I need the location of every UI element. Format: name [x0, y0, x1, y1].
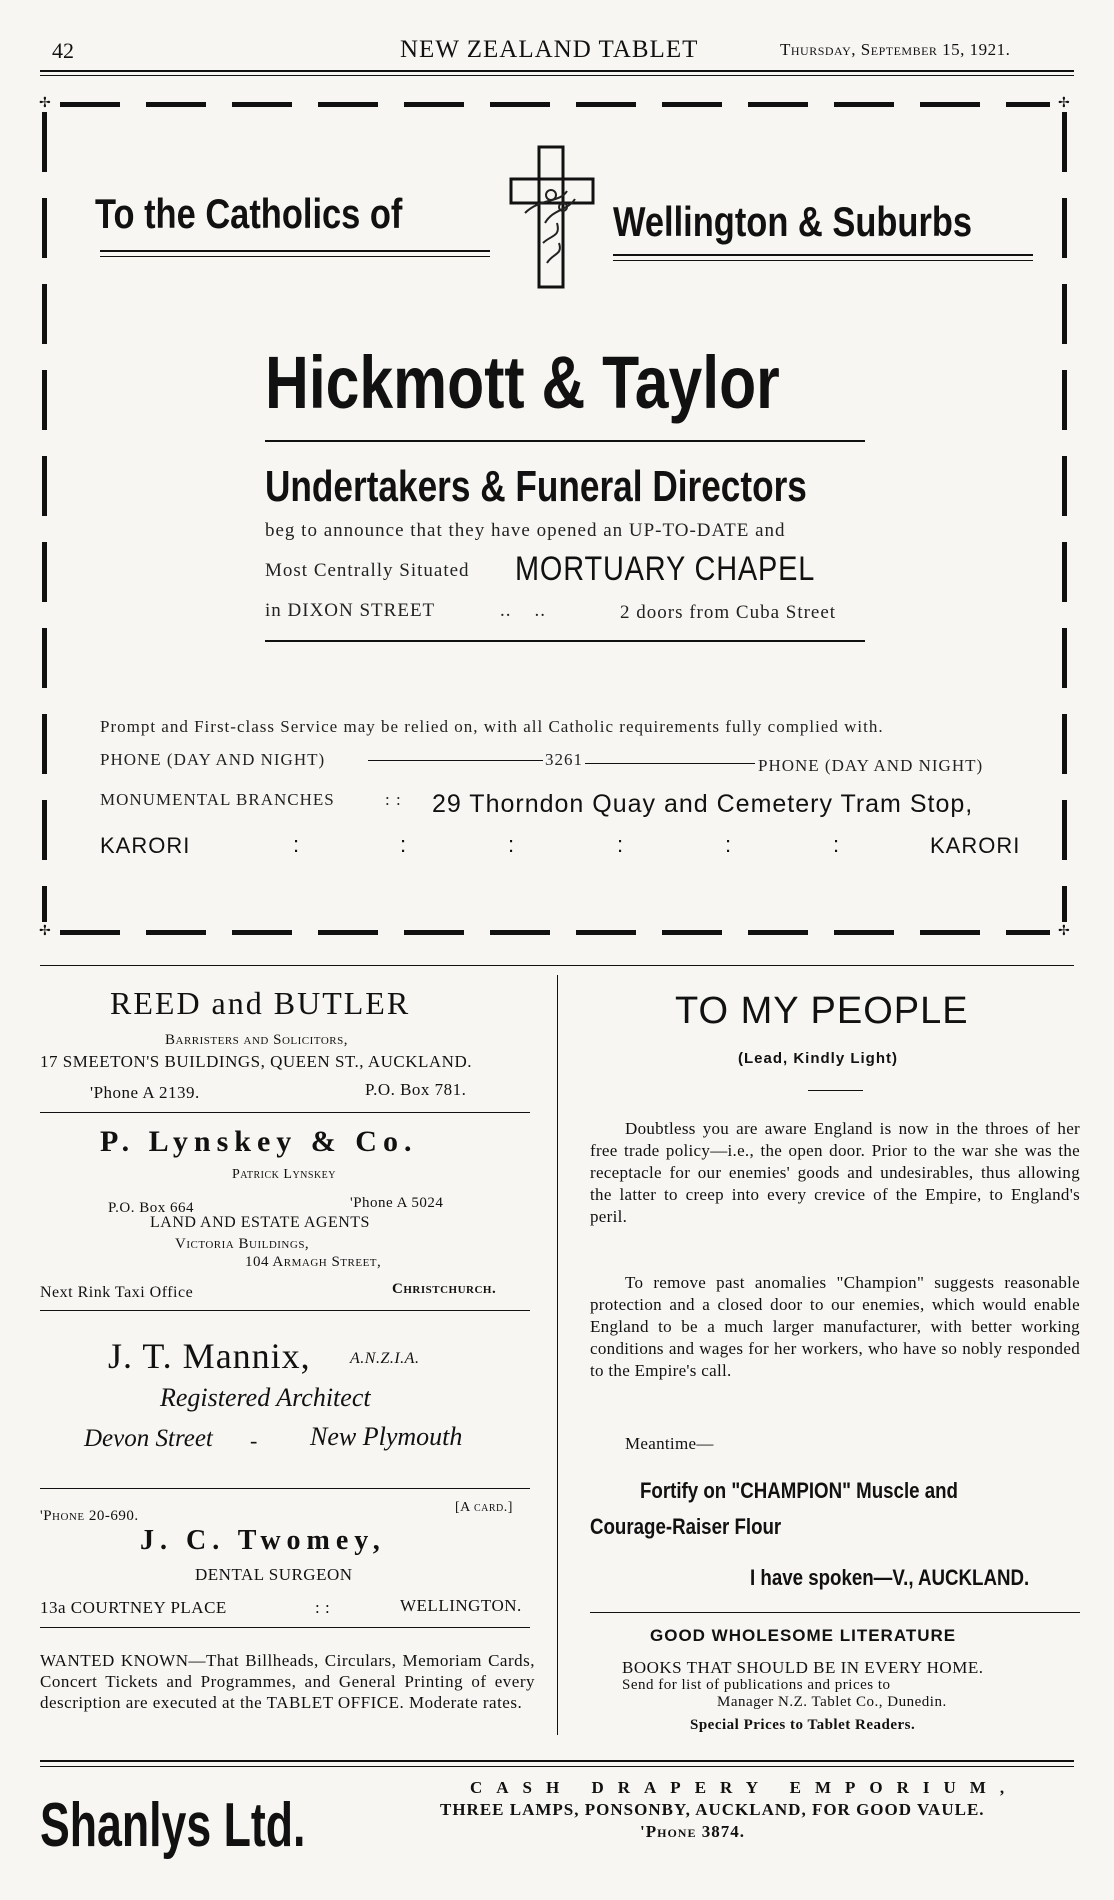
- firm-subtitle: Undertakers & Funeral Directors: [265, 462, 807, 511]
- announcement-line-3-right: 2 doors from Cuba Street: [620, 602, 837, 623]
- announcement-line-3-dots: .. ..: [500, 600, 546, 621]
- reed-divider: [40, 1112, 530, 1113]
- border-ornament-icon: ✢: [39, 95, 51, 111]
- phone-dash-right: [585, 763, 755, 764]
- lynskey-building: Victoria Buildings,: [175, 1236, 310, 1252]
- bottom-rule-thin: [40, 1766, 1074, 1767]
- reed-butler-name: REED and BUTLER: [110, 985, 411, 1021]
- reed-butler-phone: 'Phone A 2139.: [90, 1083, 200, 1102]
- header-rule: [40, 70, 1074, 72]
- heading-right-rule-thin: [613, 260, 1033, 261]
- karori-right: KARORI: [930, 833, 1021, 858]
- shanlys-line-2: THREE LAMPS, PONSONBY, AUCKLAND, FOR GOOD VAULE.: [440, 1800, 985, 1819]
- publication-title: NEW ZEALAND TABLET: [400, 36, 699, 63]
- ornamental-border-bottom: [60, 930, 1050, 935]
- literature-line-2: Send for list of publications and prices to: [622, 1677, 891, 1693]
- branches-value: 29 Thorndon Quay and Cemetery Tram Stop,: [432, 790, 974, 818]
- branches-colons: : :: [385, 790, 402, 809]
- reed-butler-address: 17 SMEETON'S BUILDINGS, QUEEN ST., AUCKLAND.: [40, 1052, 472, 1071]
- lynskey-box: P.O. Box 664: [108, 1200, 195, 1216]
- floral-cross-icon: [505, 143, 605, 293]
- twomey-phone: 'Phone 20-690.: [40, 1508, 139, 1524]
- phone-number: 3261: [545, 750, 583, 769]
- shanlys-line-3: 'Phone 3874.: [640, 1822, 745, 1841]
- service-statement: Prompt and First-class Service may be relied on, with all Catholic requirements fully complied with.: [100, 717, 884, 736]
- mannix-divider: [40, 1488, 530, 1489]
- to-my-people-title: TO MY PEOPLE: [675, 990, 969, 1032]
- signoff: I have spoken—V., AUCKLAND.: [750, 1565, 1030, 1590]
- section-rule: [40, 965, 1074, 966]
- subtitle-rule: [808, 1090, 863, 1091]
- fortify-line-1: Fortify on "CHAMPION" Muscle and: [640, 1478, 958, 1503]
- firm-name-rule: [265, 440, 865, 442]
- twomey-address: 13a COURTNEY PLACE: [40, 1598, 227, 1617]
- shanlys-name: Shanlys Ltd.: [40, 1791, 306, 1860]
- fortify-line-2: Courage-Raiser Flour: [590, 1514, 782, 1539]
- issue-date: Thursday, September 15, 1921.: [780, 40, 1011, 59]
- phone-left: PHONE (DAY AND NIGHT): [100, 750, 326, 769]
- lynskey-note: Next Rink Taxi Office: [40, 1284, 194, 1301]
- karori-separator: :: [400, 832, 408, 857]
- ad-heading-right: Wellington & Suburbs: [613, 198, 973, 245]
- heading-left-rule-thin: [100, 256, 490, 257]
- ornamental-border-left: [42, 112, 47, 922]
- mannix-town: New Plymouth: [310, 1422, 463, 1451]
- reed-butler-box: P.O. Box 781.: [365, 1080, 467, 1099]
- twomey-colons: : :: [315, 1598, 331, 1617]
- mortuary-chapel: MORTUARY CHAPEL: [515, 550, 816, 588]
- to-my-people-divider: [590, 1612, 1080, 1613]
- to-my-people-para-2: To remove past anomalies "Champion" suggests reasonable protection and a closed door to our enemies, which would enable England to be a much larger manufacturer, with better working conditions and wages for her workers, who have so nobly responded to the Empire's call.: [590, 1273, 1080, 1380]
- wanted-known: WANTED KNOWN—That Billheads, Circulars, Memoriam Cards, Concert Tickets and Programmes, and General Printing of every description are executed at the TABLET OFFICE. Moderate rates.: [40, 1651, 535, 1712]
- twomey-city: WELLINGTON.: [400, 1596, 522, 1615]
- meantime: Meantime—: [625, 1434, 714, 1453]
- firm-name: Hickmott & Taylor: [265, 341, 780, 424]
- literature-line-4: Special Prices to Tablet Readers.: [690, 1717, 916, 1733]
- phone-right: PHONE (DAY AND NIGHT): [758, 756, 984, 775]
- lynskey-person: Patrick Lynskey: [232, 1167, 337, 1182]
- lynskey-city: Christchurch.: [392, 1281, 497, 1297]
- lynskey-phone: 'Phone A 5024: [350, 1195, 444, 1211]
- announcement-line-1: beg to announce that they have opened an UP-TO-DATE and: [265, 520, 786, 541]
- ornamental-border-right: [1062, 112, 1067, 922]
- lynskey-divider: [40, 1310, 530, 1311]
- karori-separator: :: [508, 832, 516, 857]
- karori-separator: :: [833, 832, 841, 857]
- twomey-card: [A card.]: [455, 1500, 513, 1515]
- bottom-rule: [40, 1760, 1074, 1762]
- literature-line-3: Manager N.Z. Tablet Co., Dunedin.: [717, 1694, 947, 1710]
- ornamental-border-top: [60, 102, 1050, 107]
- karori-separator: :: [293, 832, 301, 857]
- heading-right-rule: [613, 254, 1033, 256]
- literature-line-1: BOOKS THAT SHOULD BE IN EVERY HOME.: [622, 1658, 984, 1677]
- to-my-people-para-1: Doubtless you are aware England is now in the throes of her free trade policy—i.e., the open door. Prior to the war she was the receptacle for our enemies' goods and undesirables, thus allowing the latter to creep into every crevice of the Empire, to England's peril.: [590, 1119, 1080, 1226]
- announcement-rule: [265, 640, 865, 642]
- branches-label: MONUMENTAL BRANCHES: [100, 790, 335, 809]
- mannix-name: J. T. Mannix,: [108, 1336, 311, 1376]
- page-number: 42: [52, 38, 74, 63]
- announcement-line-3-left: in DIXON STREET: [265, 600, 436, 621]
- literature-title: GOOD WHOLESOME LITERATURE: [650, 1626, 957, 1645]
- to-my-people-subtitle: (Lead, Kindly Light): [738, 1050, 898, 1067]
- lynskey-trade: LAND AND ESTATE AGENTS: [150, 1214, 370, 1231]
- heading-left-rule: [100, 250, 490, 252]
- karori-separator: :: [617, 832, 625, 857]
- border-ornament-icon: ✢: [39, 923, 51, 939]
- karori-left: KARORI: [100, 833, 191, 858]
- mannix-title: Registered Architect: [160, 1383, 371, 1412]
- ad-heading-left: To the Catholics of: [95, 190, 403, 237]
- mannix-street: Devon Street: [84, 1425, 213, 1452]
- reed-butler-role: Barristers and Solicitors,: [165, 1032, 348, 1048]
- phone-dash-left: [368, 760, 543, 761]
- lynskey-name: P. Lynskey & Co.: [100, 1125, 418, 1158]
- announcement-line-2-prefix: Most Centrally Situated: [265, 560, 470, 581]
- border-ornament-icon: ✢: [1058, 95, 1070, 111]
- twomey-divider: [40, 1627, 530, 1628]
- mannix-dash: -: [250, 1428, 258, 1453]
- header-rule-thin: [40, 75, 1074, 76]
- mannix-suffix: A.N.Z.I.A.: [350, 1350, 420, 1367]
- twomey-title: DENTAL SURGEON: [195, 1565, 353, 1584]
- lynskey-street: 104 Armagh Street,: [245, 1254, 382, 1270]
- twomey-name: J. C. Twomey,: [140, 1525, 386, 1556]
- column-divider: [557, 975, 558, 1735]
- shanlys-line-1: CASH DRAPERY EMPORIUM,: [470, 1778, 1019, 1797]
- karori-separator: :: [725, 832, 733, 857]
- border-ornament-icon: ✢: [1058, 923, 1070, 939]
